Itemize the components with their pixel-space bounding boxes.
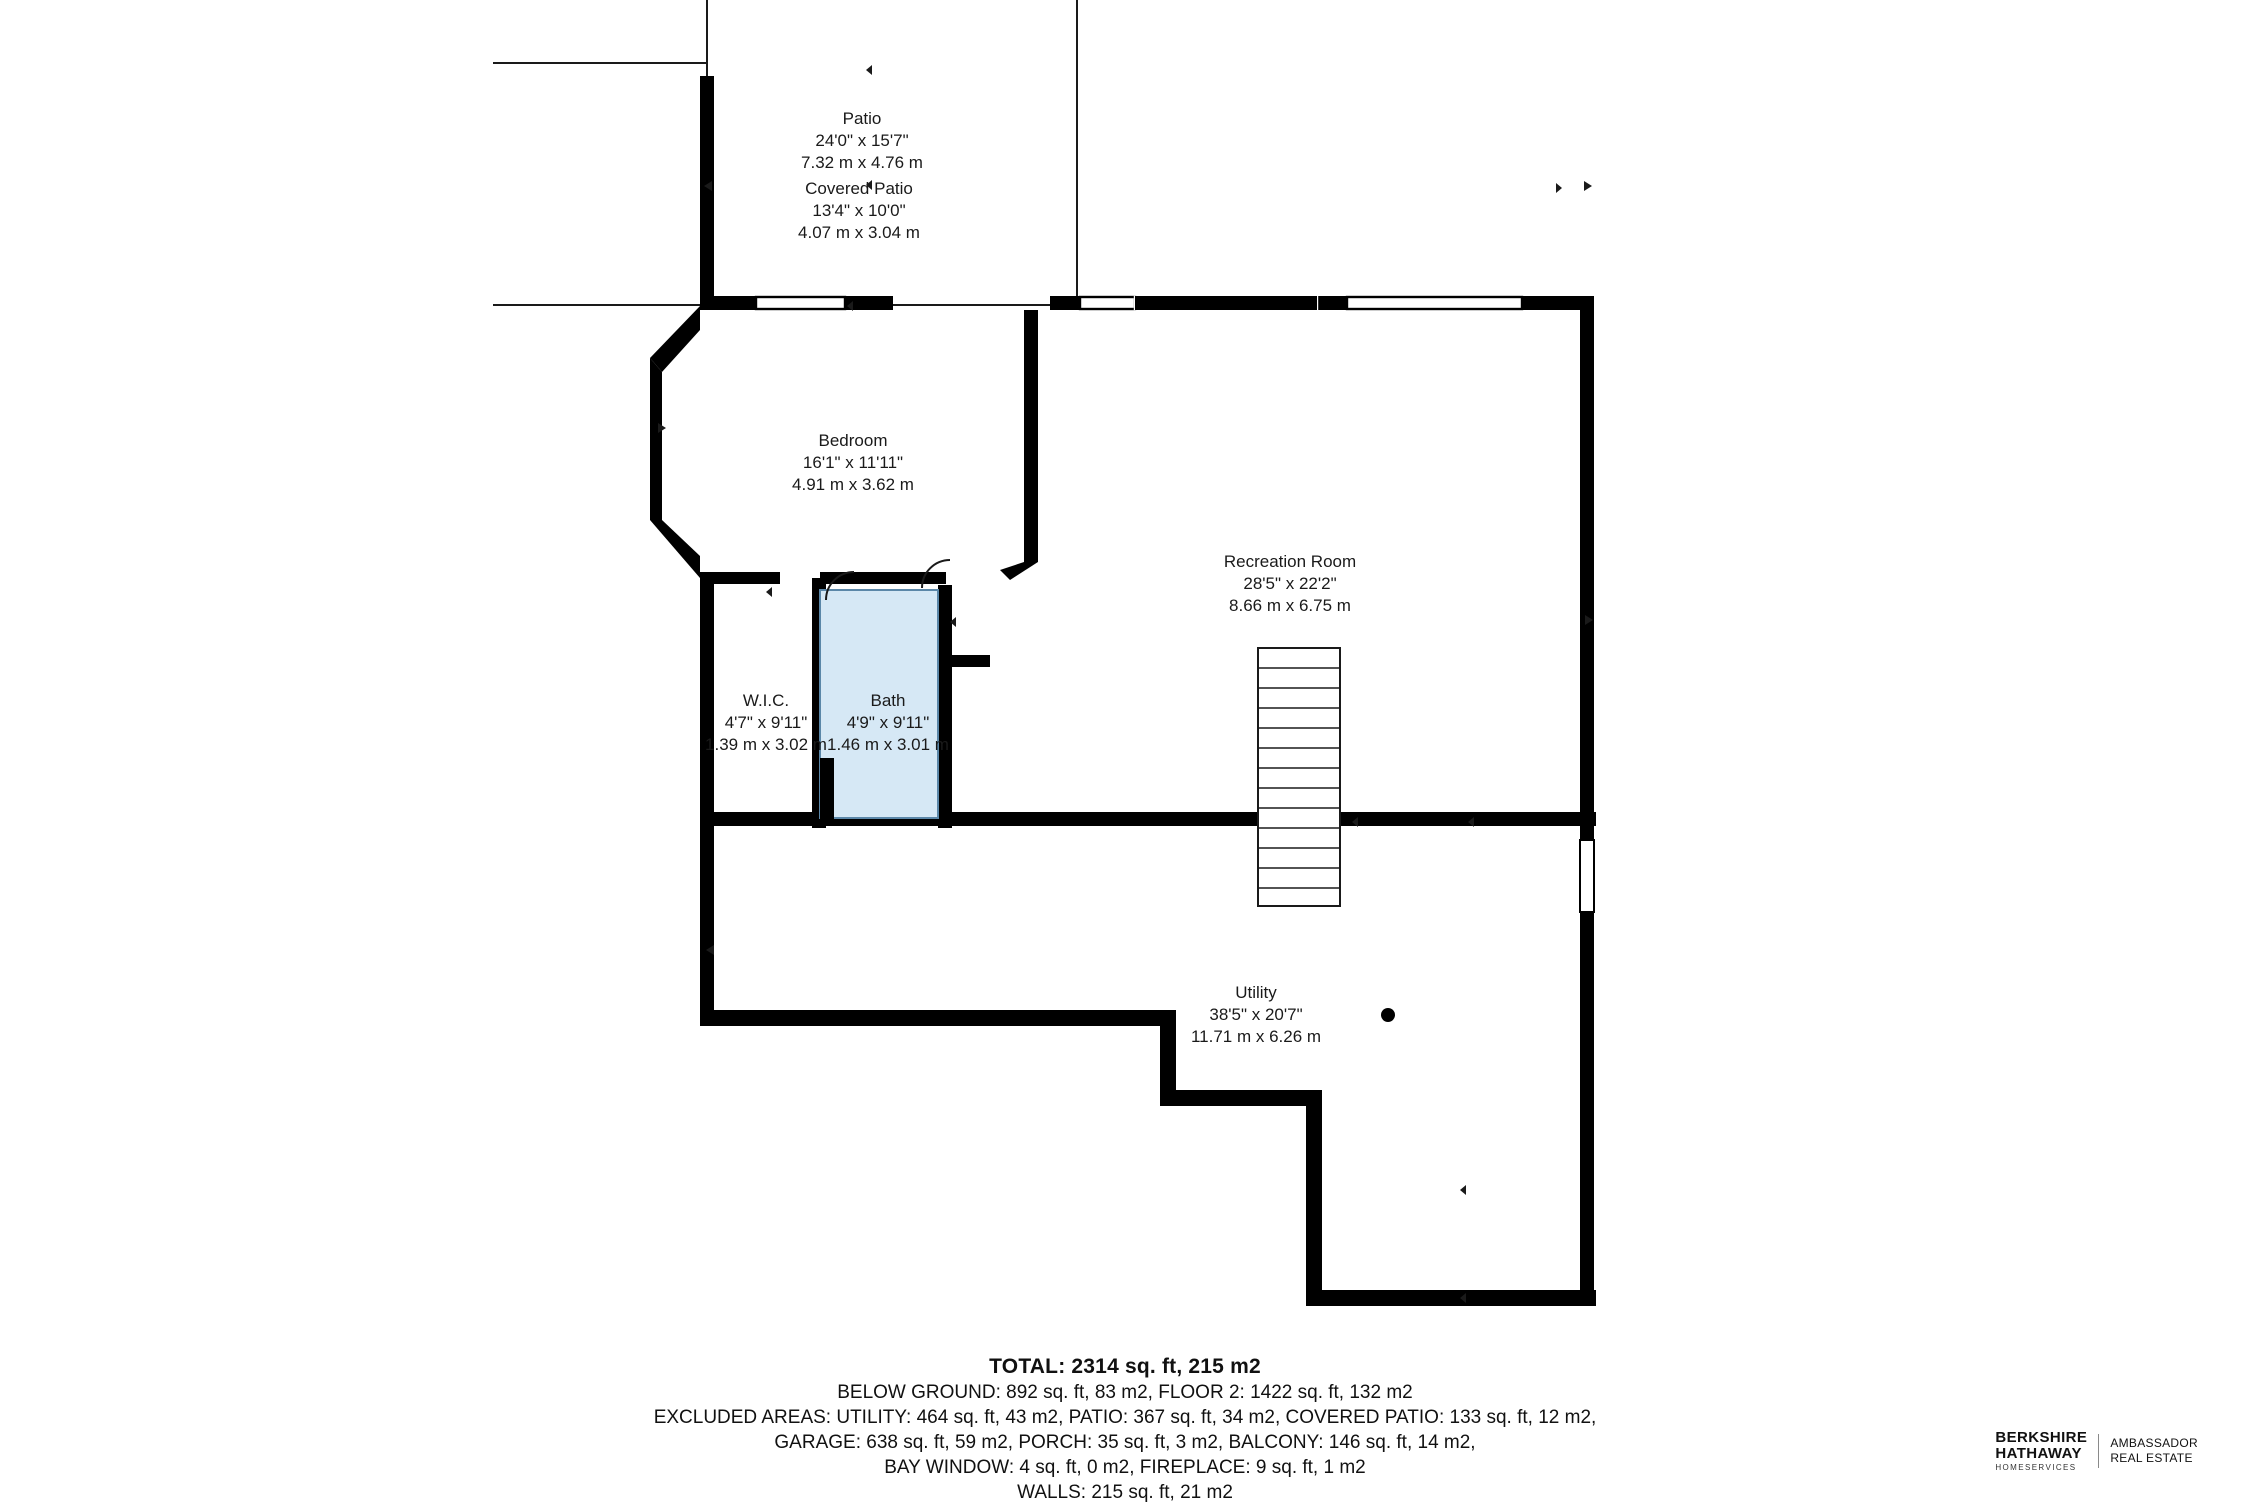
right-wall-window [1580,840,1594,912]
room-label: Recreation Room 28'5" x 22'2" 8.66 m x 6.75 m [1223,552,1357,615]
total-area: TOTAL: 2314 sq. ft, 215 m2 [989,1355,1261,1378]
brokerage-logo [1995,1430,2198,1472]
room-label: Bedroom 16'1" x 11'11" 4.91 m x 3.62 m [792,431,914,494]
brand-line-2: HATHAWAY [1995,1444,2082,1462]
summary-line: BAY WINDOW: 4 sq. ft, 0 m2, FIREPLACE: 9 sq. ft, 1 m2 [884,1457,1366,1478]
room-label: Covered Patio 13'4" x 10'0" 4.07 m x 3.04 m [798,179,920,242]
summary-line: GARAGE: 638 sq. ft, 59 m2, PORCH: 35 sq. ft, 3 m2, BALCONY: 146 sq. ft, 14 m2, [774,1432,1476,1453]
room-label: Bath 4'9" x 9'11" 1.46 m x 3.01 m [827,691,949,754]
room-label: W.I.C. 4'7" x 9'11" 1.39 m x 3.02 m [705,691,827,754]
staircase [1258,648,1340,906]
room-label: Utility 38'5" x 20'7" 11.71 m x 6.26 m [1190,983,1322,1046]
brand-line-3: HOMESERVICES [1995,1462,2077,1472]
brand-line-1: BERKSHIRE [1995,1428,2088,1446]
patio-outline [493,0,1562,305]
exterior-walls [650,76,1596,1306]
utility-fixture-dot [1381,1008,1395,1022]
summary-line: EXCLUDED AREAS: UTILITY: 464 sq. ft, 43 m2, PATIO: 367 sq. ft, 34 m2, COVERED PATIO: 133 sq. ft, 12 m2, [653,1407,1597,1428]
bath-fixture-area [820,590,938,820]
brand-right-line-1: AMBASSADOR [2110,1435,2198,1450]
dimension-arrows [658,181,1593,1303]
room-label: Patio 24'0" x 15'7" 7.32 m x 4.76 m [801,109,923,172]
brand-right-line-2: REAL ESTATE [2110,1450,2193,1465]
summary-line: WALLS: 215 sq. ft, 21 m2 [1017,1482,1233,1503]
brand-divider [2098,1434,2099,1468]
summary-line: BELOW GROUND: 892 sq. ft, 83 m2, FLOOR 2: 1422 sq. ft, 132 m2 [837,1382,1413,1403]
area-summary [0,1355,2250,1504]
